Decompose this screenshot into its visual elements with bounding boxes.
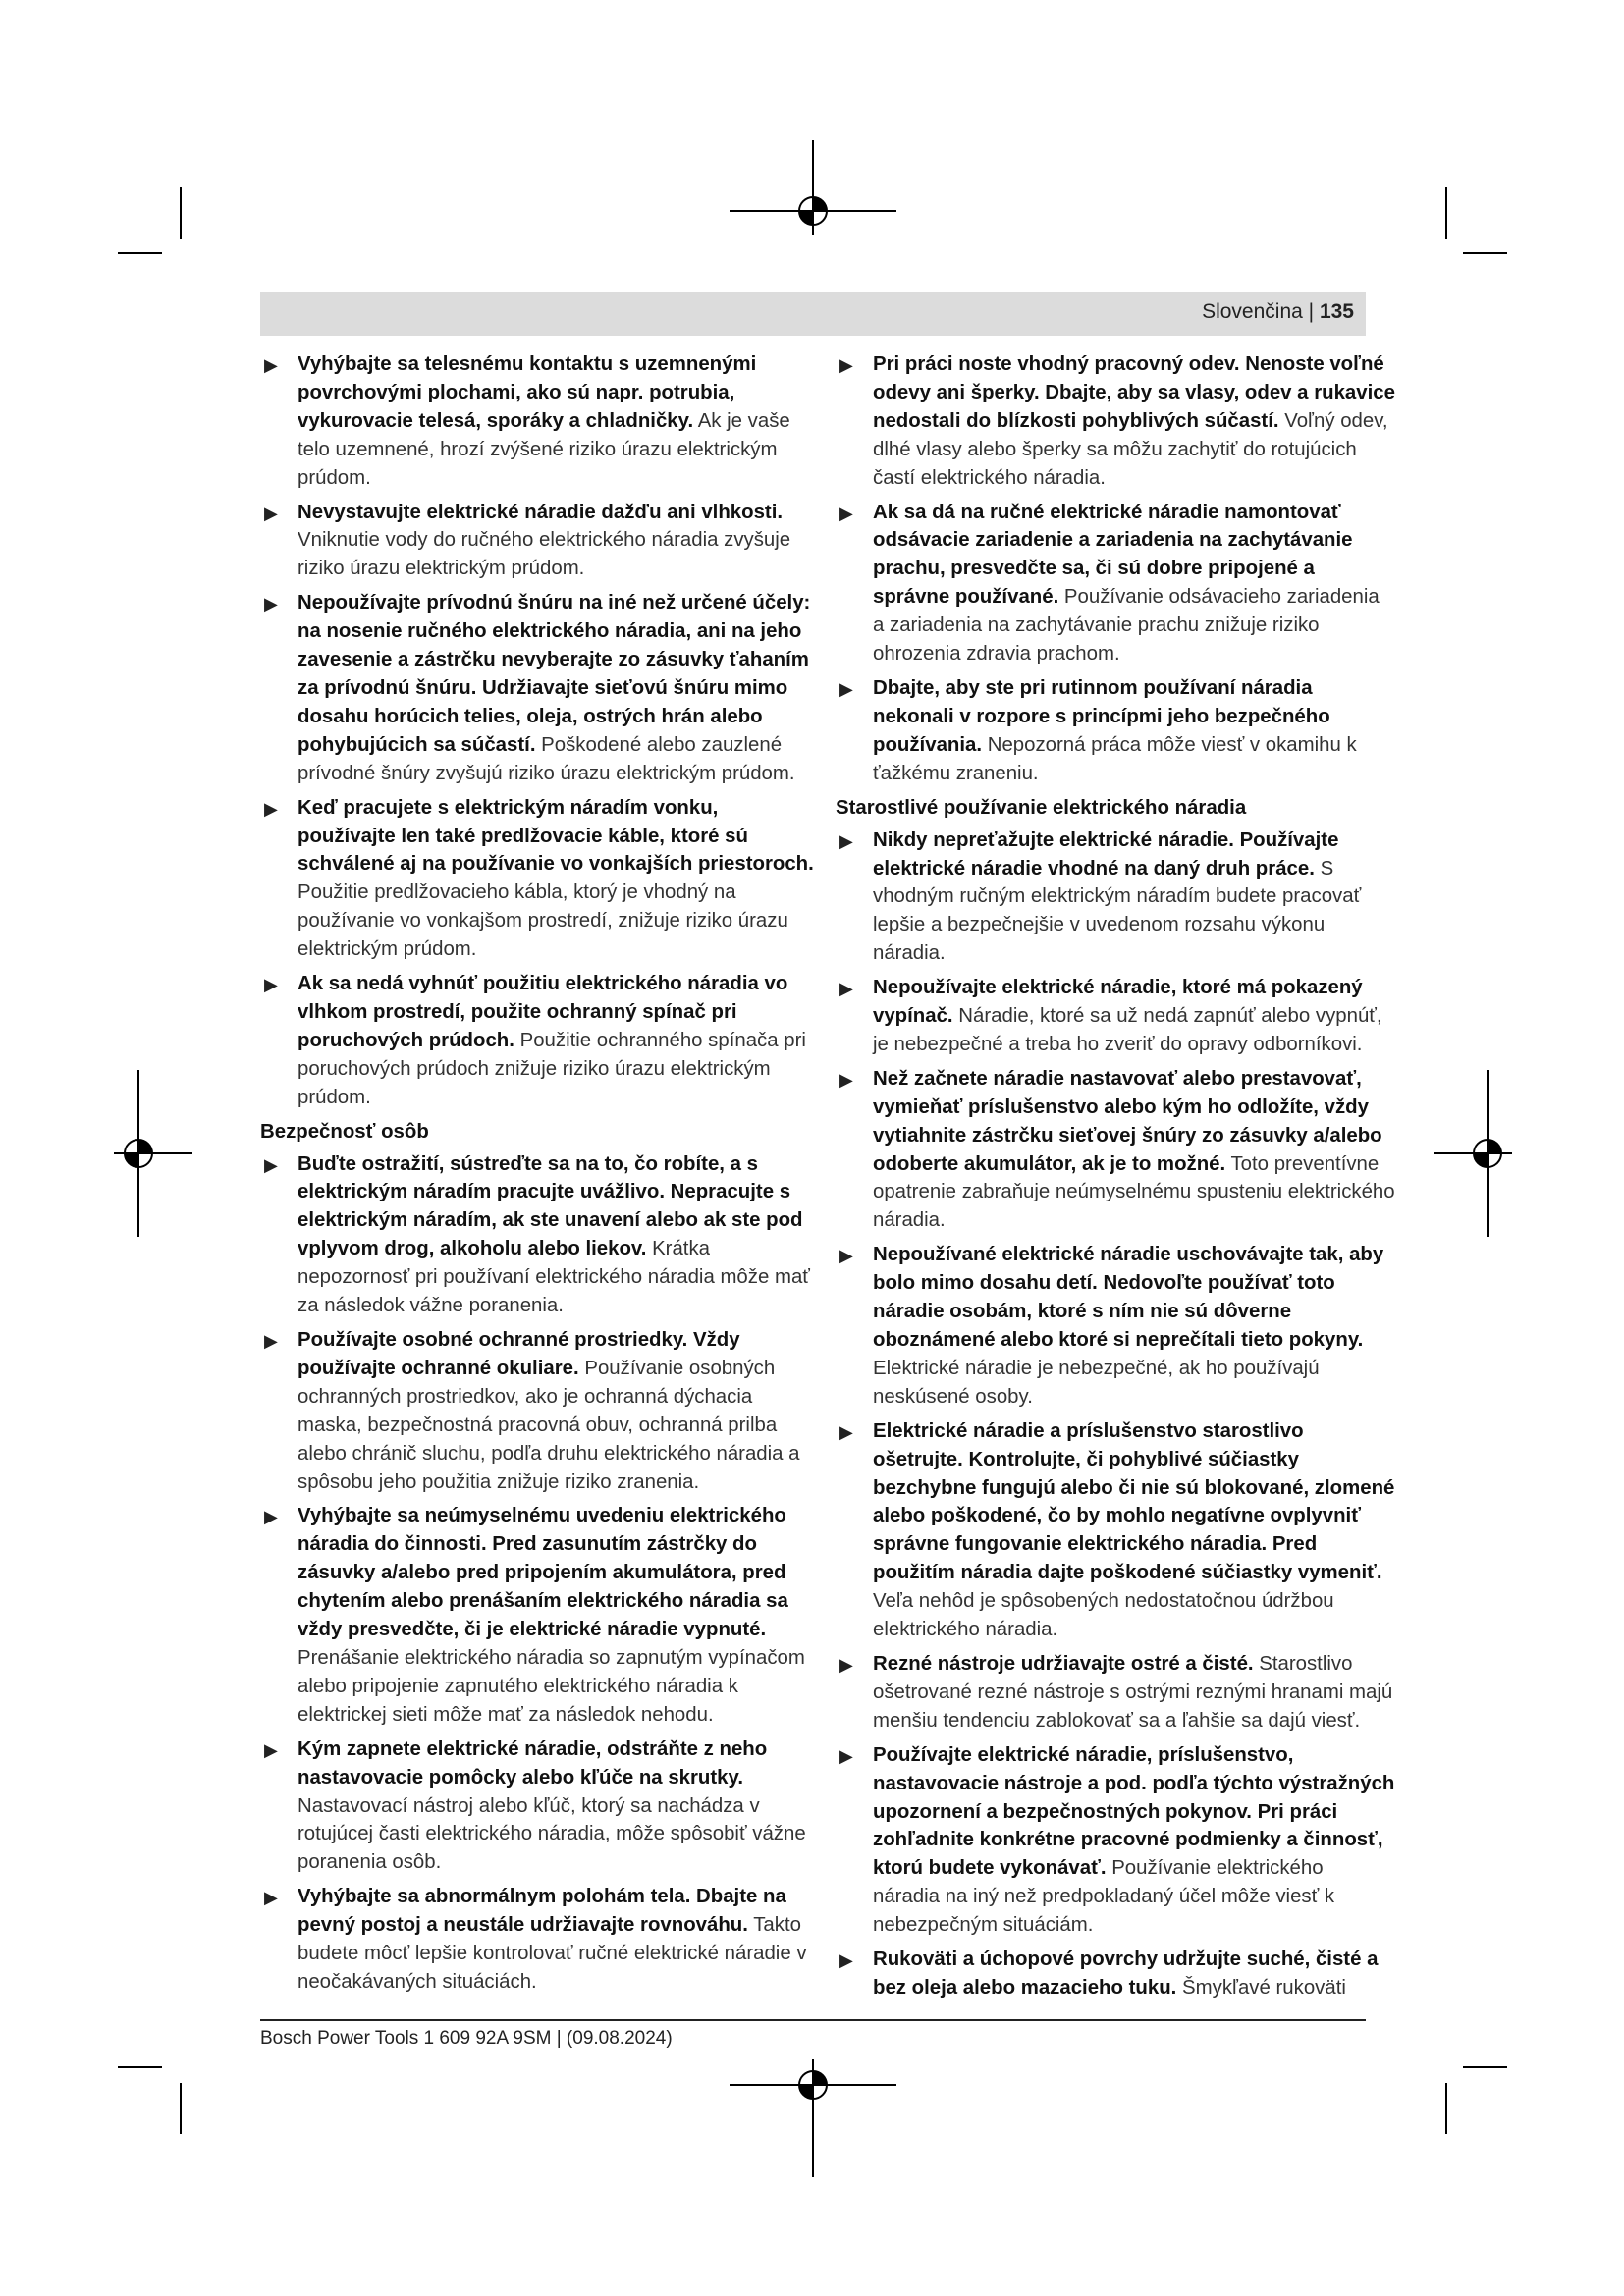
bullet-triangle-icon: ▶ [264, 1331, 278, 1351]
instruction-explanation-text: Ak je vaše telo uzemnené, hrozí zvýšené riziko úrazu elektrickým prúdom. [298, 409, 790, 489]
instruction-explanation-text: Nepozorná práca môže viesť v okamihu k ťažkému zraneniu. [873, 733, 1357, 784]
crop-mark [1445, 187, 1447, 239]
right-column [836, 350, 1395, 2008]
safety-instruction-item [836, 1650, 1395, 1735]
bullet-triangle-icon: ▶ [264, 975, 278, 995]
instruction-bold-text: Používajte osobné ochranné prostriedky. Vždy používajte ochranné okuliare. [298, 1329, 740, 1379]
footer-text: Bosch Power Tools 1 609 92A 9SM | (09.08.2024) [260, 2028, 673, 2049]
instruction-explanation-text: Náradie, ktoré sa už nedá zapnúť alebo vypnúť, je nebezpečné a treba ho zveriť do opravy odborníkovi. [873, 1005, 1382, 1055]
bullet-triangle-icon: ▶ [264, 1154, 278, 1175]
bullet-triangle-icon: ▶ [839, 355, 853, 375]
header-language: Slovenčina [1202, 300, 1303, 323]
registration-mark-icon [84, 1070, 192, 1237]
safety-instruction-item [260, 350, 820, 493]
safety-instruction-item [836, 499, 1395, 668]
safety-instruction-item [836, 974, 1395, 1059]
registration-mark-icon [730, 2030, 896, 2177]
instruction-explanation-text: Vniknutie vody do ručného elektrického náradia zvyšuje riziko úrazu elektrickým prúdom. [298, 529, 791, 580]
instruction-explanation-text: Toto preventívne opatrenie zabraňuje neúmyselnému spusteniu elektrického náradia. [873, 1152, 1395, 1232]
instruction-bold-text: Nepoužívajte elektrické náradie, ktoré má pokazený vypínač. [873, 977, 1363, 1028]
safety-instruction-item [836, 1065, 1395, 1235]
instruction-bold-text: Dbajte, aby ste pri rutinnom používaní náradia nekonali v rozpore s princípmi jeho bezpečného používania. [873, 676, 1330, 756]
bullet-triangle-icon: ▶ [839, 1745, 853, 1766]
bullet-triangle-icon: ▶ [839, 1069, 853, 1090]
safety-instruction-item [260, 794, 820, 964]
instruction-explanation-text: Šmykľavé rukoväti [1182, 1976, 1346, 1999]
instruction-bold-text: Buďte ostražití, sústreďte sa na to, čo robíte, a s elektrickým náradím pracujte uvážlivo. Nepracujte s elektrickým náradím, ak ste unavení alebo ak ste pod vplyvom drog, alkoholu alebo liekov. [298, 1152, 803, 1260]
bullet-triangle-icon: ▶ [839, 1421, 853, 1442]
bullet-triangle-icon: ▶ [264, 1507, 278, 1527]
safety-instruction-item [260, 1326, 820, 1496]
instruction-bold-text: Než začnete náradie nastavovať alebo prestavovať, vymieňať príslušenstvo alebo kým ho odložíte, vždy vytiahnite zástrčku sieťovej šnúry zo zásuvky a/alebo odoberte akumulátor, ak je to možné. [873, 1067, 1382, 1175]
right-items-list [836, 350, 1395, 788]
safety-instruction-item [260, 1735, 820, 1878]
bullet-triangle-icon: ▶ [839, 979, 853, 999]
bullet-triangle-icon: ▶ [839, 678, 853, 699]
crop-mark [118, 2066, 162, 2068]
safety-instruction-item [836, 1241, 1395, 1411]
bullet-triangle-icon: ▶ [839, 830, 853, 851]
instruction-explanation-text: Používanie elektrického náradia na iný než predpokladaný účel môže viesť k nebezpečným situáciám. [873, 1857, 1335, 1937]
safety-instruction-item [836, 1946, 1395, 2002]
bullet-triangle-icon: ▶ [839, 503, 853, 523]
instruction-bold-text: Vyhýbajte sa abnormálnym polohám tela. Dbajte na pevný postoj a neustále udržiavajte rovnováhu. [298, 1886, 786, 1937]
instruction-explanation-text: Voľný odev, dlhé vlasy alebo šperky sa môžu zachytiť do rotujúcich častí elektrického náradia. [873, 409, 1388, 489]
instruction-explanation-text: Použitie ochranného spínača pri poruchových prúdoch znižuje riziko úrazu elektrickým prúdom. [298, 1029, 806, 1108]
safety-instruction-item [260, 1150, 820, 1320]
instruction-explanation-text: Krátka nepozornosť pri používaní elektrického náradia môže mať za následok vážne poranenia. [298, 1238, 810, 1317]
instruction-bold-text: Vyhýbajte sa telesnému kontaktu s uzemnenými povrchovými plochami, ako sú napr. potrubia, vykurovacie telesá, sporáky a chladničky. [298, 353, 757, 432]
instruction-explanation-text: Starostlivo ošetrované rezné nástroje s ostrými reznými hranami majú menšiu tendenciu zablokovať sa a ľahšie sa dajú viesť. [873, 1652, 1393, 1732]
safety-instruction-item [260, 589, 820, 787]
instruction-bold-text: Vyhýbajte sa neúmyselnému uvedeniu elektrického náradia do činnosti. Pred zasunutím zástrčky do zásuvky a/alebo pred pripojením akumulátora, pred chytením alebo prenášaním elektrického náradia sa vždy presvedčte, či je elektrické náradie vypnuté. [298, 1505, 788, 1641]
safety-instruction-item [260, 1502, 820, 1729]
safety-instruction-item [260, 970, 820, 1112]
safety-instruction-item [836, 1741, 1395, 1940]
footer-rule [260, 2019, 1366, 2021]
bullet-triangle-icon: ▶ [264, 1739, 278, 1760]
crop-mark [1445, 2083, 1447, 2134]
bullet-triangle-icon: ▶ [264, 503, 278, 523]
header-label [1202, 300, 1354, 324]
crop-mark [180, 187, 182, 239]
instruction-explanation-text: Takto budete môcť lepšie kontrolovať ručné elektrické náradie v neočakávaných situáciách. [298, 1914, 807, 1993]
bullet-triangle-icon: ▶ [839, 1246, 853, 1266]
bullet-triangle-icon: ▶ [264, 798, 278, 819]
instruction-bold-text: Ak sa dá na ručné elektrické náradie namontovať odsávacie zariadenie a zariadenia na zachytávanie prachu, presvedčte sa, či sú dobre pripojené a správne používané. [873, 501, 1353, 609]
instruction-bold-text: Nevystavujte elektrické náradie dažďu ani vlhkosti. [298, 501, 784, 523]
section-heading-personal-safety: Bezpečnosť osôb [260, 1120, 429, 1143]
left-column [260, 350, 820, 2002]
bullet-triangle-icon: ▶ [264, 355, 278, 375]
instruction-bold-text: Nepoužívajte prívodnú šnúru na iné než určené účely: na nosenie ručného elektrického náradia, ani na jeho zavesenie a zástrčku nevyberajte zo zásuvky ťahaním za prívodnú šnúru. Udržiavajte sieťovú šnúru mimo dosahu horúcich telies, oleja, ostrých hrán alebo pohybujúcich sa súčastí. [298, 592, 811, 756]
instruction-explanation-text: Elektrické náradie je nebezpečné, ak ho používajú neskúsené osoby. [873, 1357, 1320, 1408]
left-items-list [260, 350, 820, 1112]
instruction-bold-text: Používajte elektrické náradie, príslušenstvo, nastavovacie nástroje a pod. podľa týchto výstražných upozornení a bezpečnostných pokynov. Pri práci zohľadnite konkrétne pracovné podmienky a činnosť, ktorú budete vykonávať. [873, 1743, 1395, 1880]
instruction-bold-text: Rukoväti a úchopové povrchy udržujte suché, čisté a bez oleja alebo mazacieho tuku. [873, 1949, 1379, 1999]
instruction-explanation-text: Používanie osobných ochranných prostriedkov, ako je ochranná dýchacia maska, bezpečnostná pracovná obuv, ochranná prilba alebo chránič sluchu, podľa druhu elektrického náradia a spôsobu jeho použitia znižuje riziko zranenia. [298, 1357, 800, 1493]
instruction-bold-text: Kým zapnete elektrické náradie, odstráňte z neho nastavovacie pomôcky alebo kľúče na skrutky. [298, 1737, 768, 1789]
instruction-explanation-text: Použitie predlžovacieho kábla, ktorý je vhodný na používanie vo vonkajšom prostredí, znižuje riziko úrazu elektrickým prúdom. [298, 881, 788, 961]
bullet-triangle-icon: ▶ [264, 1888, 278, 1908]
section-heading-careful-use: Starostlivé používanie elektrického náradia [836, 796, 1247, 819]
instruction-bold-text: Pri práci noste vhodný pracovný odev. Nenoste voľné odevy ani šperky. Dbajte, aby sa vlasy, odev a rukavice nedostali do blízkosti pohyblivých súčastí. [873, 353, 1395, 432]
bullet-triangle-icon: ▶ [264, 594, 278, 614]
instruction-explanation-text: Používanie odsávacieho zariadenia a zariadenia na zachytávanie prachu znižuje riziko ohrozenia zdravia prachom. [873, 586, 1380, 666]
safety-instruction-item [260, 1883, 820, 1997]
safety-instruction-item [836, 674, 1395, 788]
page-number: 135 [1319, 300, 1354, 323]
instruction-bold-text: Nikdy nepreťažujte elektrické náradie. Používajte elektrické náradie vhodné na daný druh práce. [873, 828, 1339, 880]
instruction-bold-text: Nepoužívané elektrické náradie uschovávajte tak, aby bolo mimo dosahu detí. Nedovoľte používať toto náradie osobám, ktoré s ním nie sú dôverne oboznámené alebo ktoré si neprečítali tieto pokyny. [873, 1244, 1384, 1351]
crop-mark [118, 252, 162, 254]
instruction-explanation-text: Prenášanie elektrického náradia so zapnutým vypínačom alebo pripojenie zapnutého elektrického náradia k elektrickej sieti môže mať za následok nehodu. [298, 1646, 805, 1726]
bullet-triangle-icon: ▶ [839, 1654, 853, 1675]
left-section-items-list [260, 1150, 820, 1997]
instruction-explanation-text: Nastavovací nástroj alebo kľúč, ktorý sa nachádza v rotujúcej časti elektrického náradia, môže spôsobiť vážne poranenia osôb. [298, 1794, 806, 1874]
registration-mark-icon [730, 140, 896, 288]
instruction-bold-text: Ak sa nedá vyhnúť použitiu elektrického náradia vo vlhkom prostredí, použite ochranný spínač pri poruchových prúdoch. [298, 973, 788, 1051]
instruction-explanation-text: S vhodným ručným elektrickým náradím budete pracovať lepšie a bezpečnejšie v uvedenom rozsahu výkonu náradia. [873, 857, 1362, 965]
safety-instruction-item [836, 827, 1395, 969]
instruction-bold-text: Keď pracujete s elektrickým náradím vonku, používajte len také predlžovacie káble, ktoré sú schválené aj na používanie vo vonkajších priestoroch. [298, 796, 814, 876]
instruction-bold-text: Elektrické náradie a príslušenstvo starostlivo ošetrujte. Kontrolujte, či pohyblivé súčiastky bezchybne fungujú alebo či nie sú blokované, zlomené alebo poškodené, čo by mohlo negatívne ovplyvniť správne fungovanie elektrického náradia. Pred použitím náradia dajte poškodené súčiastky vymeniť. [873, 1419, 1395, 1584]
safety-instruction-item [836, 350, 1395, 493]
safety-instruction-item [260, 499, 820, 584]
registration-mark-icon [1434, 1070, 1542, 1237]
bullet-triangle-icon: ▶ [839, 1950, 853, 1971]
safety-instruction-item [836, 1417, 1395, 1644]
instruction-explanation-text: Veľa nehôd je spôsobených nedostatočnou údržbou elektrického náradia. [873, 1590, 1334, 1641]
crop-mark [180, 2083, 182, 2134]
right-section-items-list [836, 827, 1395, 2002]
crop-mark [1463, 2066, 1507, 2068]
header-separator: | [1308, 300, 1315, 323]
crop-mark [1463, 252, 1507, 254]
instruction-bold-text: Rezné nástroje udržiavajte ostré a čisté. [873, 1652, 1254, 1675]
instruction-explanation-text: Poškodené alebo zauzlené prívodné šnúry zvyšujú riziko úrazu elektrickým prúdom. [298, 733, 795, 784]
page-header [260, 292, 1366, 336]
